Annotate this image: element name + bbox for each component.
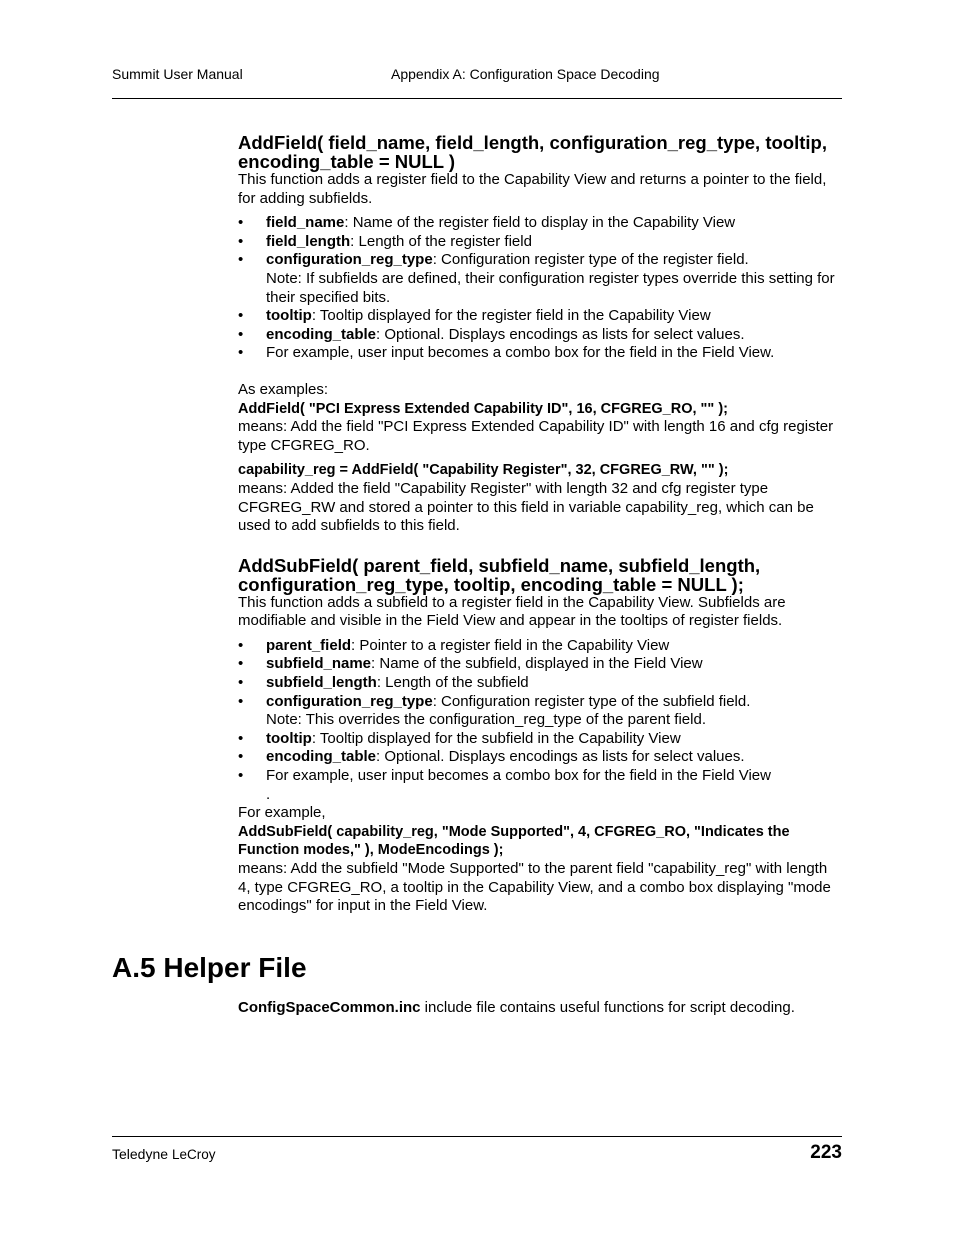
addfield-param-list [238,214,843,363]
addsubfield-param-list [238,637,843,786]
addfield-heading-line1: AddField( field_name, field_length, configuration_reg_type, tooltip, [238,132,827,153]
list-item: • field_name: Name of the register field to display in the Capability View [238,214,843,233]
addsubfield-heading-line1: AddSubField( parent_field, subfield_name, subfield_length, [238,554,761,576]
list-item: • field_length: Length of the register field [238,233,843,252]
addfield-intro: This function adds a register field to the Capability View and returns a pointer to the field, for adding subfields. [238,171,827,207]
list-item: • For example, user input becomes a combo box for the field in the Field View. [238,344,843,363]
list-note: Note: This overrides the configuration_reg_type of the parent field. [266,711,706,729]
list-item: • parent_field: Pointer to a register field in the Capability View [238,637,843,656]
list-item: • encoding_table: Optional. Displays encodings as lists for select values. [238,326,843,345]
list-note: Note: If subfields are defined, their configuration register types override this setting for their specified bits. [266,269,835,306]
stray-period: . [266,785,271,803]
list-item: • subfield_name: Name of the subfield, displayed in the Field View [238,655,843,674]
list-item: • tooltip: Tooltip displayed for the subfield in the Capability View [238,730,843,749]
example2-explanation: means: Added the field "Capability Register" with length 32 and cfg register type CFGREG_RW and stored a pointer to this field in variable capability_reg, which can be used to add subfields to this field. [238,479,814,535]
addsubfield-heading-line2: configuration_reg_type, tooltip, encoding_table = NULL ); [238,573,744,595]
list-item: • tooltip: Tooltip displayed for the register field in the Capability View [238,307,843,326]
header-chapter-title: Appendix A: Configuration Space Decoding [391,66,660,82]
addfield-heading-line2: encoding_table = NULL ) [238,151,456,172]
list-item: • subfield_length: Length of the subfield [238,674,843,693]
page-number: 223 [810,1142,842,1163]
addfield-heading [238,133,843,171]
example2-code: capability_reg = AddField( "Capability Register", 32, CFGREG_RW, "" ); [238,462,729,479]
section-title: A.5 Helper File [112,952,307,983]
subfield-example-code: AddSubField( capability_reg, "Mode Supported", 4, CFGREG_RO, "Indicates the Function modes," ), ModeEncodings ); [238,823,790,859]
examples-label: As examples: [238,380,329,398]
subfield-example-label: For example, [238,804,326,822]
example1-explanation: means: Add the field "PCI Express Extended Capability ID" with length 16 and cfg register type CFGREG_RO. [238,418,834,454]
list-item: • For example, user input becomes a combo box for the field in the Field View [238,767,843,786]
example1-code: AddField( "PCI Express Extended Capability ID", 16, CFGREG_RO, "" ); [238,400,728,417]
footer-company: Teledyne LeCroy [112,1146,216,1162]
addsubfield-intro: This function adds a subfield to a register field in the Capability View. Subfields are modifiable and visible in the Field View and appear in the tooltips of register fields. [238,593,786,630]
subfield-example-explanation: means: Add the subfield "Mode Supported" to the parent field "capability_reg" with length 4, type CFGREG_RO, a tooltip in the Capability View, and a combo box displaying "mode encodings" for input in the Field View. [238,860,831,915]
footer-rule [112,1136,842,1137]
header-manual-title: Summit User Manual [112,66,243,82]
helper-file-name: ConfigSpaceCommon.inc [238,999,421,1016]
list-item: • configuration_reg_type: Configuration register type of the register field. Note: If subfields are defined, their configuration register types override this setting for their specified bits. [238,251,843,307]
main-content [238,133,843,916]
helper-file-description: ConfigSpaceCommon.inc include file contains useful functions for script decoding. [238,999,795,1016]
list-item: • configuration_reg_type: Configuration register type of the subfield field. Note: This overrides the configuration_reg_type of the parent field. [238,693,843,730]
addsubfield-heading [238,556,843,594]
header-rule [112,98,842,99]
list-item: • encoding_table: Optional. Displays encodings as lists for select values. [238,748,843,767]
